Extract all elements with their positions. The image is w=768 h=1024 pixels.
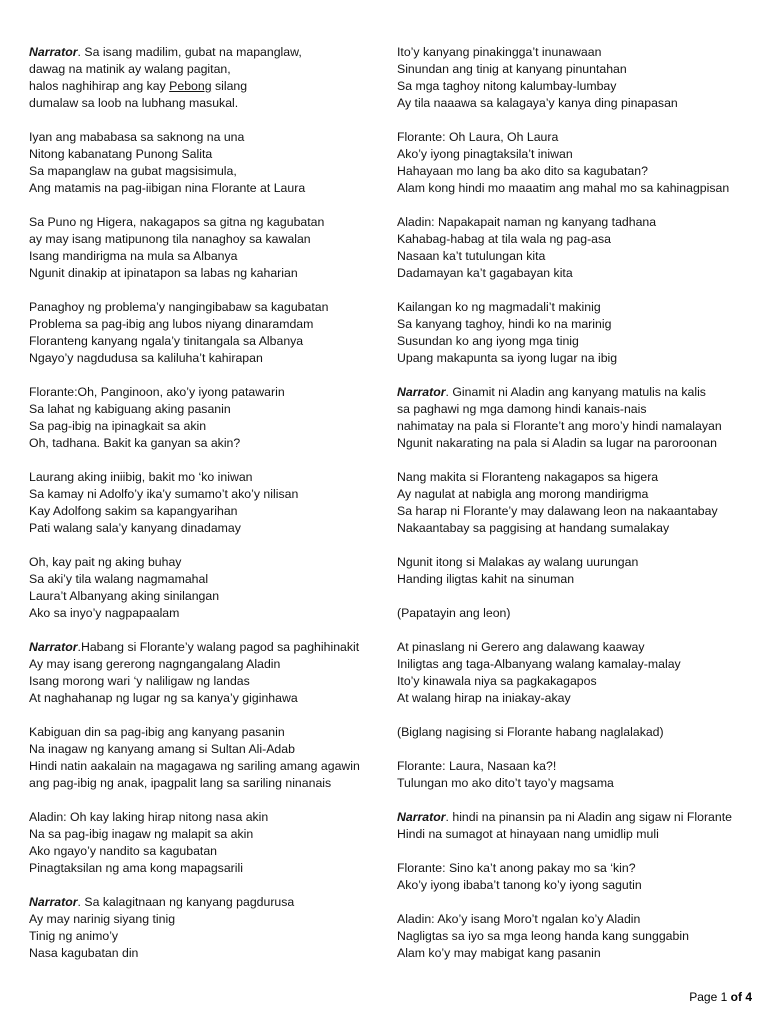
verse-line: nahimatay na pala si Florante’t ang moro’y hindi namalayan: [397, 419, 722, 433]
verse-line: Nasa kagubatan din: [29, 946, 139, 960]
verse-line: Kahabag-habag at tila wala ng pag-asa: [397, 232, 611, 246]
stanza: [397, 911, 757, 962]
verse-line: Aladin: Ako’y isang Moro’t ngalan ko’y Aladin: [397, 912, 641, 926]
verse-line: Nitong kabanatang Punong Salita: [29, 147, 213, 161]
verse-line: Pinagtaksilan ng ama kong mapagsarili: [29, 861, 243, 875]
verse-line: Florante:Oh, Panginoon, ako’y iyong patawarin: [29, 385, 285, 399]
stage-direction: [397, 605, 757, 622]
verse-line: Aladin: Napakapait naman ng kanyang tadhana: [397, 215, 657, 229]
verse-line: At naghahanap ng lugar ng sa kanya’y giginhawa: [29, 691, 298, 705]
stanza: [29, 384, 379, 452]
verse-line: Na sa pag-ibig inagaw ng malapit sa akin: [29, 827, 254, 841]
narrator-label: Narrator: [29, 45, 78, 59]
verse-line: Ako ngayo’y nandito sa kagubatan: [29, 844, 218, 858]
stanza: [29, 554, 379, 622]
stanza: [29, 469, 379, 537]
stanza: [397, 639, 757, 707]
verse-line: dawag na matinik ay walang pagitan,: [29, 62, 231, 76]
stanza: [397, 214, 757, 282]
stanza: [29, 44, 379, 112]
verse-line: Narrator.Habang si Florante’y walang pagod sa paghihinakit: [29, 640, 360, 654]
verse-line: Sa pag-ibig na ipinagkait sa akin: [29, 419, 207, 433]
verse-line: Kay Adolfong sakim sa kapangyarihan: [29, 504, 238, 518]
verse-line: Iyan ang mababasa sa saknong na una: [29, 130, 245, 144]
verse-line: halos naghihirap ang kay Pebong silang: [29, 79, 248, 93]
left-column: [29, 44, 379, 979]
verse-line: Ay nagulat at nabigla ang morong mandirigma: [397, 487, 649, 501]
verse-line: Laura’t Albanyang aking sinilangan: [29, 589, 220, 603]
verse-line: Handing iligtas kahit na sinuman: [397, 572, 575, 586]
verse-line: Ito’y kanyang pinakingga’t inunawaan: [397, 45, 602, 59]
verse-line: Floranteng kanyang ngala’y tinitangala sa Albanya: [29, 334, 304, 348]
verse-line: Sa Puno ng Higera, nakagapos sa gitna ng kagubatan: [29, 215, 325, 229]
verse-line: Ang matamis na pag-iibigan nina Florante at Laura: [29, 181, 306, 195]
verse-line: Tinig ng animo’y: [29, 929, 119, 943]
verse-line: Sa harap ni Florante’y may dalawang leon na nakaantabay: [397, 504, 718, 518]
verse-line: (Biglang nagising si Florante habang naglalakad): [397, 725, 664, 739]
stanza: [397, 554, 757, 588]
verse-line: Ako sa inyo’y nagpapaalam: [29, 606, 180, 620]
verse-line: Upang makapunta sa iyong lugar na ibig: [397, 351, 618, 365]
narrator-label: Narrator: [397, 385, 446, 399]
verse-line: Susundan ko ang iyong mga tinig: [397, 334, 579, 348]
stanza: [29, 724, 379, 792]
stanza: [397, 809, 757, 843]
right-column: [397, 44, 757, 979]
verse-line: Ay may isang gererong nagngangalang Aladin: [29, 657, 281, 671]
stanza: [397, 469, 757, 537]
stanza: [29, 809, 379, 877]
verse-line: Aladin: Oh kay laking hirap nitong nasa akin: [29, 810, 269, 824]
verse-line: Ngunit nakarating na pala si Aladin sa lugar na paroroonan: [397, 436, 717, 450]
narrator-label: Narrator: [29, 895, 78, 909]
page-number: Page 1 of 4: [689, 990, 752, 1004]
verse-line: Oh, tadhana. Bakit ka ganyan sa akin?: [29, 436, 241, 450]
verse-line: Narrator. Sa isang madilim, gubat na mapanglaw,: [29, 45, 302, 59]
verse-line: Sa kamay ni Adolfo’y ika’y sumamo’t ako’y nilisan: [29, 487, 299, 501]
verse-line: Sa kanyang taghoy, hindi ko na marinig: [397, 317, 612, 331]
narrator-label: Narrator: [397, 810, 446, 824]
verse-line: At walang hirap na iniakay-akay: [397, 691, 571, 705]
stanza: [397, 384, 757, 452]
verse-line: Na inagaw ng kanyang amang si Sultan Ali-Adab: [29, 742, 295, 756]
underlined-name: Pebong: [169, 79, 212, 93]
verse-line: Florante: Sino ka’t anong pakay mo sa ‘kin?: [397, 861, 636, 875]
verse-line: Nagligtas sa iyo sa mga leong handa kang sunggabin: [397, 929, 689, 943]
verse-line: Ay tila naaawa sa kalagaya’y kanya ding pinapasan: [397, 96, 678, 110]
verse-line: Alam kong hindi mo maaatim ang mahal mo sa kahinagpisan: [397, 181, 730, 195]
stanza: [29, 299, 379, 367]
verse-line: Narrator. hindi na pinansin pa ni Aladin ang sigaw ni Florante: [397, 810, 732, 824]
verse-line: Hindi na sumagot at hinayaan nang umidlip muli: [397, 827, 659, 841]
verse-line: Florante: Oh Laura, Oh Laura: [397, 130, 559, 144]
verse-line: Sa mapanglaw na gubat magsisimula,: [29, 164, 237, 178]
stanza: [29, 129, 379, 197]
verse-line: Alam ko’y may mabigat kang pasanin: [397, 946, 601, 960]
verse-line: Narrator. Sa kalagitnaan ng kanyang pagdurusa: [29, 895, 295, 909]
verse-line: Pati walang sala’y kanyang dinadamay: [29, 521, 241, 535]
verse-line: Isang mandirigma na mula sa Albanya: [29, 249, 238, 263]
verse-line: Nang makita si Floranteng nakagapos sa higera: [397, 470, 659, 484]
verse-line: Panaghoy ng problema’y nangingibabaw sa kagubatan: [29, 300, 329, 314]
stanza: [397, 44, 757, 112]
verse-line: At pinaslang ni Gerero ang dalawang kaaway: [397, 640, 645, 654]
verse-line: ay may isang matipunong tila nanaghoy sa kawalan: [29, 232, 311, 246]
stanza: [29, 214, 379, 282]
verse-line: Sa aki’y tila walang nagmamahal: [29, 572, 209, 586]
verse-line: Florante: Laura, Nasaan ka?!: [397, 759, 557, 773]
stanza: [29, 639, 379, 707]
narrator-label: Narrator: [29, 640, 78, 654]
verse-line: dumalaw sa loob na lubhang masukal.: [29, 96, 239, 110]
stanza: [29, 894, 379, 962]
verse-line: Isang morong wari ‘y naliligaw ng landas: [29, 674, 250, 688]
stage-direction: [397, 724, 757, 741]
verse-line: Oh, kay pait ng aking buhay: [29, 555, 182, 569]
stanza: [397, 129, 757, 197]
verse-line: (Papatayin ang leon): [397, 606, 511, 620]
verse-line: Problema sa pag-ibig ang lubos niyang dinaramdam: [29, 317, 314, 331]
verse-line: Sinundan ang tinig at kanyang pinuntahan: [397, 62, 627, 76]
verse-line: Ako’y iyong ibaba’t tanong ko’y iyong sagutin: [397, 878, 642, 892]
verse-line: Hindi natin aakalain na magagawa ng sariling amang agawin: [29, 759, 360, 773]
verse-line: Nakaantabay sa paggising at handang sumalakay: [397, 521, 670, 535]
verse-line: Tulungan mo ako dito’t tayo’y magsama: [397, 776, 614, 790]
stanza: [397, 860, 757, 894]
verse-line: Ito’y kinawala niya sa pagkakagapos: [397, 674, 597, 688]
verse-line: Laurang aking iniibig, bakit mo ‘ko iniwan: [29, 470, 253, 484]
verse-line: Ngayo’y nagdudusa sa kaliluha’t kahirapan: [29, 351, 263, 365]
verse-line: Ngunit itong si Malakas ay walang uurungan: [397, 555, 639, 569]
verse-line: Kailangan ko ng magmadali’t makinig: [397, 300, 601, 314]
verse-line: Sa mga taghoy nitong kalumbay-lumbay: [397, 79, 617, 93]
verse-line: Nasaan ka’t tutulungan kita: [397, 249, 546, 263]
verse-line: Hahayaan mo lang ba ako dito sa kagubatan?: [397, 164, 648, 178]
verse-line: Dadamayan ka’t gagabayan kita: [397, 266, 573, 280]
verse-line: Kabiguan din sa pag-ibig ang kanyang pasanin: [29, 725, 285, 739]
verse-line: Ako’y iyong pinagtaksila’t iniwan: [397, 147, 573, 161]
verse-line: Ay may narinig siyang tinig: [29, 912, 176, 926]
verse-line: sa paghawi ng mga damong hindi kanais-nais: [397, 402, 647, 416]
stanza: [397, 758, 757, 792]
verse-line: Sa lahat ng kabiguang aking pasanin: [29, 402, 231, 416]
verse-line: ang pag-ibig ng anak, ipagpalit lang sa sariling ninanais: [29, 776, 332, 790]
verse-line: Narrator. Ginamit ni Aladin ang kanyang matulis na kalis: [397, 385, 706, 399]
stanza: [397, 299, 757, 367]
verse-line: Iniligtas ang taga-Albanyang walang kamalay-malay: [397, 657, 681, 671]
verse-line: Ngunit dinakip at ipinatapon sa labas ng kaharian: [29, 266, 298, 280]
